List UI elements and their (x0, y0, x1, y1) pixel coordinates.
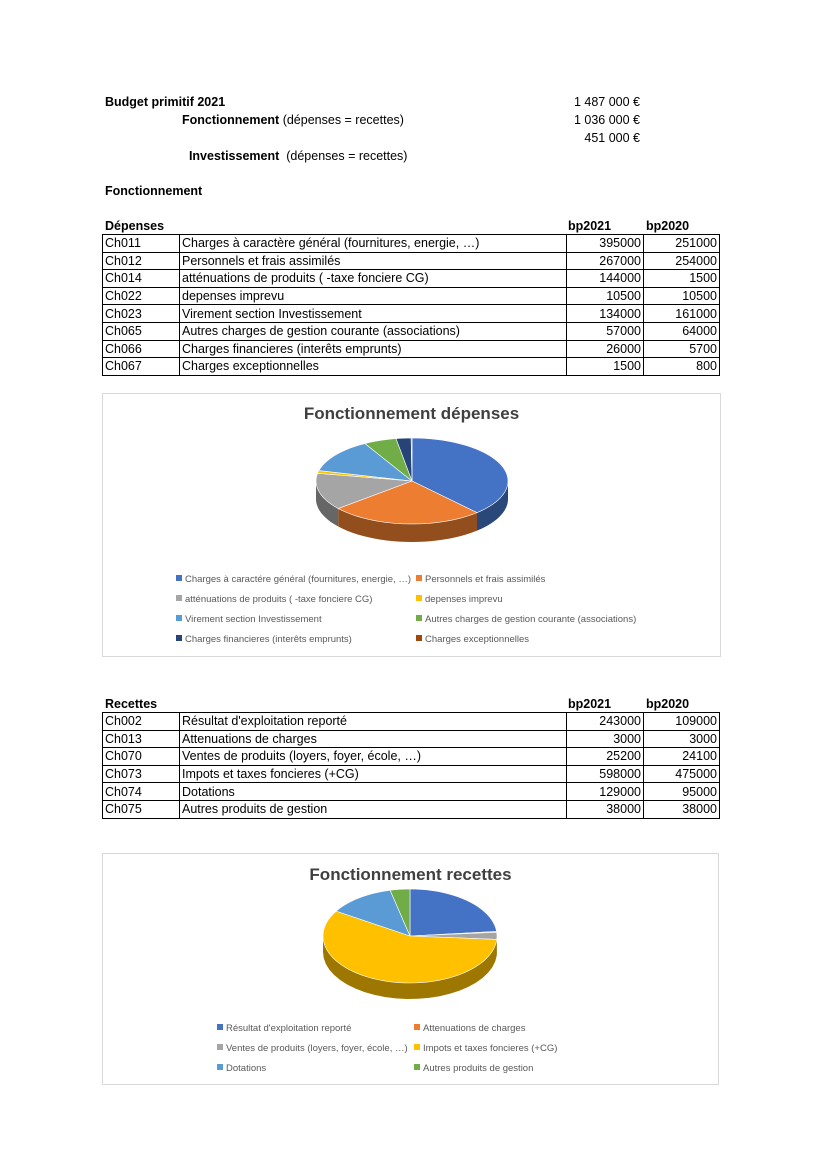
depenses-cell-bp2020: 800 (644, 358, 720, 376)
depenses-cell-bp2021: 144000 (567, 270, 644, 288)
depenses-legend-swatch (176, 575, 182, 581)
investissement-summary-bold: Investissement (188, 149, 280, 163)
recettes-cell-bp2021: 243000 (567, 713, 644, 731)
recettes-col-2020: bp2020 (646, 697, 690, 711)
depenses-legend-item (416, 594, 503, 606)
depenses-cell-code: Ch067 (103, 358, 180, 376)
depenses-cell-code: Ch065 (103, 322, 180, 340)
depenses-cell-bp2020: 5700 (644, 340, 720, 358)
recettes-cell-bp2020: 38000 (644, 800, 720, 818)
depenses-legend-swatch (176, 595, 182, 601)
depenses-cell-bp2020: 251000 (644, 235, 720, 253)
fonctionnement-summary-bold: Fonctionnement (182, 113, 280, 127)
depenses-col-2020: bp2020 (646, 219, 690, 233)
recettes-cell-bp2020: 95000 (644, 783, 720, 801)
depenses-cell-label: depenses imprevu (180, 287, 567, 305)
fonctionnement-summary-label (182, 111, 404, 129)
depenses-cell-bp2021: 26000 (567, 340, 644, 358)
recettes-legend-swatch (217, 1064, 223, 1070)
depenses-legend-item (416, 574, 545, 586)
recettes-legend-item (217, 1043, 408, 1055)
recettes-cell-code: Ch070 (103, 748, 180, 766)
depenses-cell-bp2020: 161000 (644, 305, 720, 323)
recettes-cell-bp2020: 109000 (644, 713, 720, 731)
recettes-cell-code: Ch074 (103, 783, 180, 801)
depenses-cell-code: Ch012 (103, 252, 180, 270)
depenses-cell-bp2020: 10500 (644, 287, 720, 305)
depenses-legend-label: Charges exceptionnelles (425, 634, 530, 645)
recettes-cell-bp2021: 598000 (567, 765, 644, 783)
depenses-cell-label: Charges exceptionnelles (180, 358, 567, 376)
depenses-row (103, 287, 720, 305)
recettes-chart (102, 853, 719, 1085)
depenses-cell-bp2020: 1500 (644, 270, 720, 288)
depenses-legend-label: Autres charges de gestion courante (associations) (425, 614, 637, 625)
depenses-row (103, 252, 720, 270)
recettes-legend-swatch (217, 1024, 223, 1030)
depenses-legend-swatch (416, 595, 422, 601)
depenses-row (103, 270, 720, 288)
investissement-summary-value: 451 000 € (584, 131, 640, 145)
recettes-cell-label: Autres produits de gestion (180, 800, 567, 818)
recettes-cell-bp2020: 3000 (644, 730, 720, 748)
depenses-legend-swatch (416, 615, 422, 621)
recettes-row (103, 713, 720, 731)
fonctionnement-summary-value: 1 036 000 € (573, 113, 640, 127)
recettes-header: Recettes (105, 697, 158, 711)
investissement-summary-rest: (dépenses = recettes) (279, 149, 408, 163)
recettes-legend-label: Impots et taxes foncieres (+CG) (423, 1043, 558, 1054)
depenses-legend-label: Charges financieres (interêts emprunts) (185, 634, 352, 645)
recettes-legend-item (217, 1063, 266, 1075)
depenses-cell-bp2021: 267000 (567, 252, 644, 270)
depenses-cell-label: Charges à caractère général (fournitures, energie, …) (180, 235, 567, 253)
depenses-legend-swatch (176, 635, 182, 641)
recettes-cell-bp2021: 25200 (567, 748, 644, 766)
depenses-header: Dépenses (105, 219, 165, 233)
recettes-row (103, 783, 720, 801)
recettes-legend-swatch (414, 1024, 420, 1030)
depenses-table (102, 234, 720, 376)
fonctionnement-summary-rest: (dépenses = recettes) (279, 113, 404, 127)
depenses-cell-bp2021: 134000 (567, 305, 644, 323)
recettes-cell-bp2021: 3000 (567, 730, 644, 748)
recettes-legend-label: Dotations (226, 1063, 267, 1074)
depenses-row (103, 235, 720, 253)
depenses-legend-label: Personnels et frais assimilés (425, 574, 546, 585)
depenses-legend-swatch (176, 615, 182, 621)
depenses-cell-label: Personnels et frais assimilés (180, 252, 567, 270)
recettes-row (103, 800, 720, 818)
depenses-cell-bp2020: 64000 (644, 322, 720, 340)
recettes-pie (103, 854, 718, 1014)
recettes-chart-title: Fonctionnement recettes (309, 865, 512, 884)
recettes-cell-code: Ch073 (103, 765, 180, 783)
depenses-cell-code: Ch022 (103, 287, 180, 305)
depenses-cell-bp2021: 10500 (567, 287, 644, 305)
depenses-cell-bp2021: 395000 (567, 235, 644, 253)
depenses-legend-item (416, 614, 636, 626)
depenses-legend-item (176, 594, 372, 606)
depenses-legend-swatch (416, 575, 422, 581)
depenses-cell-label: Charges financieres (interêts emprunts) (180, 340, 567, 358)
recettes-cell-label: Dotations (180, 783, 567, 801)
recettes-cell-code: Ch013 (103, 730, 180, 748)
depenses-cell-label: Autres charges de gestion courante (associations) (180, 322, 567, 340)
depenses-chart-title: Fonctionnement dépenses (303, 404, 520, 423)
depenses-col-2021: bp2021 (568, 219, 612, 233)
recettes-slice (410, 889, 497, 936)
recettes-legend-label: Résultat d'exploitation reporté (226, 1023, 352, 1034)
depenses-row (103, 305, 720, 323)
depenses-cell-bp2021: 57000 (567, 322, 644, 340)
recettes-col-2021: bp2021 (568, 697, 612, 711)
depenses-legend-swatch (416, 635, 422, 641)
depenses-legend-label: Charges à caractére général (fournitures, energie, …) (185, 574, 412, 585)
budget-value: 1 487 000 € (573, 95, 640, 109)
recettes-row (103, 765, 720, 783)
depenses-cell-bp2020: 254000 (644, 252, 720, 270)
recettes-legend-swatch (414, 1044, 420, 1050)
depenses-legend-label: Virement section Investissement (185, 614, 322, 625)
recettes-cell-bp2020: 24100 (644, 748, 720, 766)
recettes-legend-label: Attenuations de charges (423, 1023, 526, 1034)
recettes-cell-label: Attenuations de charges (180, 730, 567, 748)
depenses-cell-code: Ch011 (103, 235, 180, 253)
depenses-cell-code: Ch066 (103, 340, 180, 358)
recettes-legend-item (414, 1063, 533, 1075)
recettes-cell-bp2021: 129000 (567, 783, 644, 801)
recettes-legend-swatch (217, 1044, 223, 1050)
recettes-legend-swatch (414, 1064, 420, 1070)
recettes-row (103, 748, 720, 766)
depenses-legend-item (416, 634, 529, 646)
recettes-legend-item (414, 1023, 525, 1035)
depenses-pie (103, 394, 720, 574)
depenses-row (103, 340, 720, 358)
recettes-cell-bp2021: 38000 (567, 800, 644, 818)
recettes-cell-code: Ch002 (103, 713, 180, 731)
recettes-cell-label: Résultat d'exploitation reporté (180, 713, 567, 731)
investissement-summary-label (182, 129, 407, 165)
recettes-legend-item (414, 1043, 557, 1055)
recettes-cell-bp2020: 475000 (644, 765, 720, 783)
budget-label: Budget primitif 2021 (105, 95, 226, 109)
depenses-cell-label: atténuations de produits ( -taxe fonciere CG) (180, 270, 567, 288)
depenses-row (103, 358, 720, 376)
recettes-cell-code: Ch075 (103, 800, 180, 818)
depenses-legend-item (176, 634, 352, 646)
recettes-legend-label: Autres produits de gestion (423, 1063, 534, 1074)
depenses-legend-label: depenses imprevu (425, 594, 503, 605)
recettes-table (102, 712, 720, 819)
depenses-legend-item (176, 614, 322, 626)
depenses-legend-item (176, 574, 411, 586)
recettes-row (103, 730, 720, 748)
recettes-cell-label: Ventes de produits (loyers, foyer, école, …) (180, 748, 567, 766)
depenses-legend-label: atténuations de produits ( -taxe fonciere CG) (185, 594, 373, 605)
depenses-row (103, 322, 720, 340)
depenses-chart (102, 393, 721, 657)
recettes-cell-label: Impots et taxes foncieres (+CG) (180, 765, 567, 783)
recettes-legend-item (217, 1023, 351, 1035)
section-title: Fonctionnement (105, 184, 203, 198)
depenses-cell-code: Ch014 (103, 270, 180, 288)
depenses-cell-bp2021: 1500 (567, 358, 644, 376)
depenses-cell-label: Virement section Investissement (180, 305, 567, 323)
depenses-cell-code: Ch023 (103, 305, 180, 323)
recettes-legend-label: Ventes de produits (loyers, foyer, école, …) (226, 1043, 408, 1054)
